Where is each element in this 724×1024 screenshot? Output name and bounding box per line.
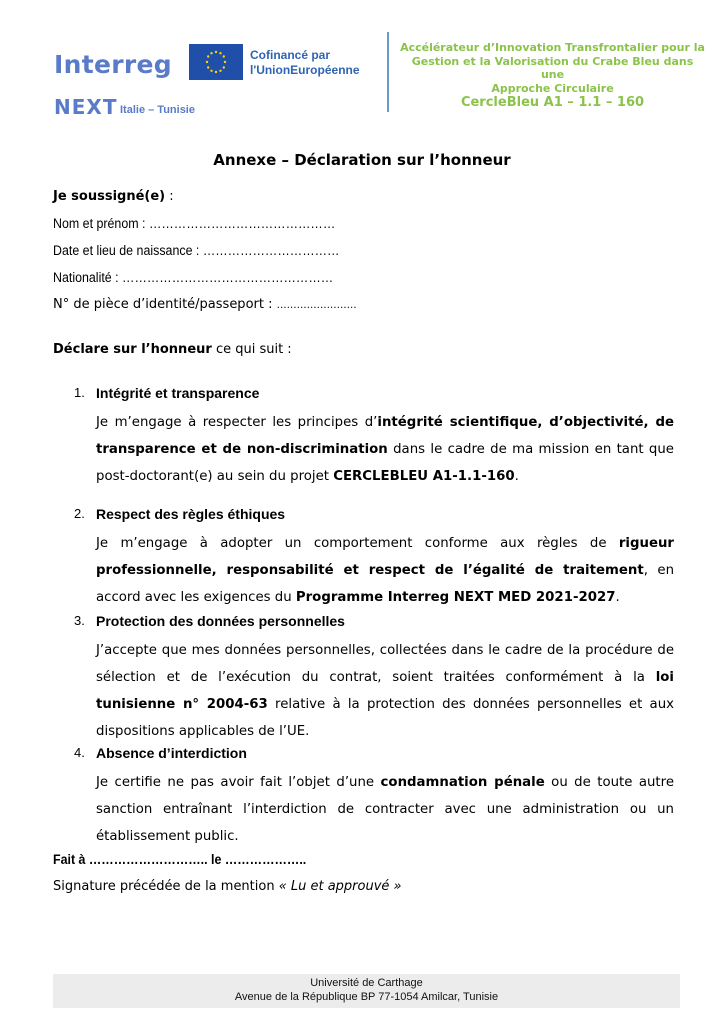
undersigned-line [53,189,174,204]
declare-bold: Déclare sur l’honneur [53,342,212,357]
project-code: CercleBleu A1 – 1.1 – 160 [460,95,645,110]
eu-flag-icon [189,44,243,80]
item-heading: Absence d’interdiction [96,745,247,761]
item-body: Je certifie ne pas avoir fait l’objet d’une condamnation pénale ou de toute autre sanction entraînant l’interdiction de contracter avec une administration ou un établissement public. [96,775,675,844]
header-divider [387,32,389,112]
item-number: 1. [74,385,85,400]
item-body: Je m’engage à adopter un comportement conforme aux règles de rigueur professionnelle, responsabilité et respect de l’égalité de traitement, en accord avec les exigences du Programme Interreg NEXT MED 2021-2027. [96,536,674,605]
item-number: 4. [74,745,85,760]
field-label: Nationalité : [53,270,123,285]
letterhead [0,0,724,125]
field-blank[interactable]: …………………… [276,300,357,311]
field-label: Nom et prénom : [53,216,149,231]
undersigned-colon: : [165,189,174,204]
field-name[interactable] [53,216,335,231]
field-label: N° de pièce d’identité/passeport : [53,297,277,312]
project-line1: Accélérateur d’Innovation Transfrontalier pour la [400,41,705,54]
undersigned-label: Je soussigné(e) [53,189,166,204]
item-number: 3. [74,613,85,628]
declare-rest: ce qui suit : [211,342,292,357]
next-logo: NEXT [54,95,118,119]
item-body: J’accepte que mes données personnelles, collectées dans le cadre de la procédure de sélection et de l’exécution du contrat, soient traitées conformément à la loi tunisienne n° 2004-63 relative à la protection des données personnelles et aux dispositions applicables de l’UE. [96,643,674,739]
field-id-number[interactable] [53,297,357,312]
field-blank[interactable]: ……………………………………… [148,216,336,231]
field-nationality[interactable] [53,270,333,285]
cofinance-label [250,48,360,78]
footer-address [53,974,680,1008]
interreg-logo: Interreg [54,50,172,79]
field-blank[interactable]: …………………………… [202,243,340,258]
item-heading: Respect des règles éthiques [96,506,286,522]
footer-line2: Avenue de la République BP 77-1054 Amilcar, Tunisie [234,990,499,1003]
project-line3: Approche Circulaire [491,81,614,95]
next-logo-subtitle: Italie – Tunisie [120,104,195,116]
declare-line [53,342,292,357]
field-birth[interactable] [53,243,339,258]
place-date-line[interactable]: Fait à ……………………….. le ……………….. [53,852,307,867]
cofinance-line2: l'UnionEuropéenne [250,63,360,77]
item-body: Je m’engage à respecter les principes d’intégrité scientifique, d’objectivité, de transparence et de non-discrimination dans le cadre de ma mission en tant que post-doctorant(e) au sein du projet CERCLEBLEU A1-1.1-160. [96,415,674,484]
field-blank[interactable]: …………………………………………… [122,270,334,285]
signature-text: Signature précédée de la mention [53,879,279,894]
document-title: Annexe – Déclaration sur l’honneur [213,151,511,169]
cofinance-line1: Cofinancé par [250,48,331,62]
signature-line [53,879,402,894]
signature-mention: « Lu et approuvé » [278,879,402,894]
project-title [400,41,705,111]
field-label: Date et lieu de naissance : [53,243,203,258]
footer-line1: Université de Carthage [310,977,423,989]
project-line2: Gestion et la Valorisation du Crabe Bleu dans une [411,54,694,81]
item-heading: Protection des données personnelles [96,613,345,629]
item-number: 2. [74,506,85,521]
item-heading: Intégrité et transparence [96,385,260,401]
